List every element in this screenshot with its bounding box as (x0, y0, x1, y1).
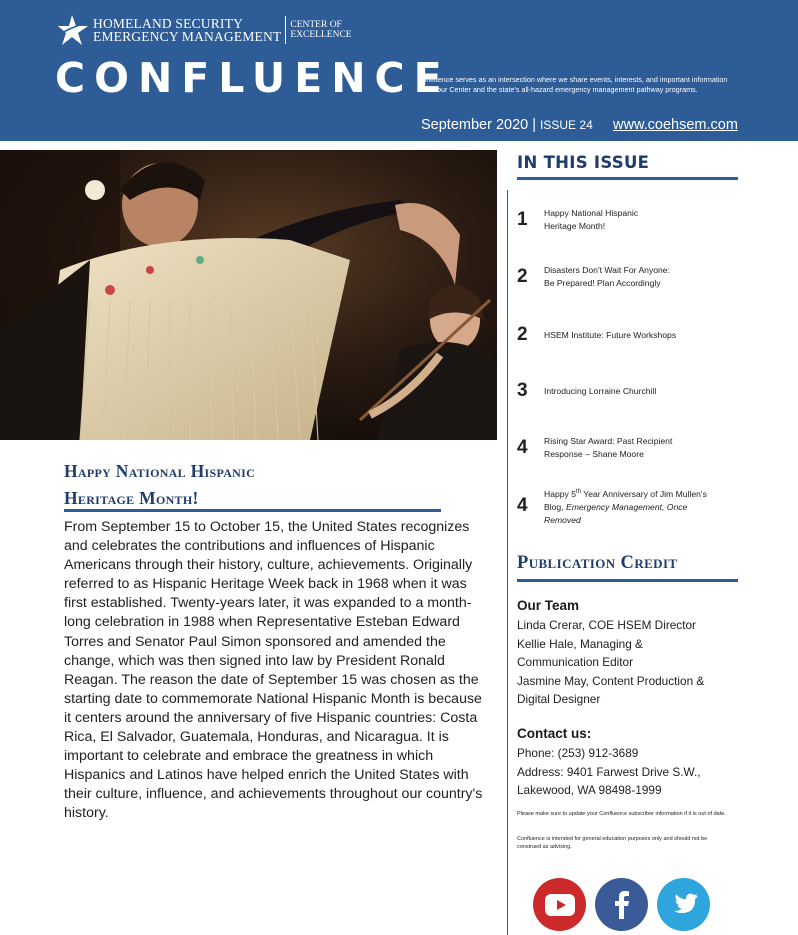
toc-item-label: Introducing Lorraine Churchill (544, 385, 657, 396)
youtube-icon (545, 894, 575, 916)
our-team-heading: Our Team (517, 598, 580, 613)
toc-item[interactable] (517, 380, 738, 402)
article-title-line-2: Heritage Month! (64, 488, 199, 508)
masthead-banner (0, 0, 798, 141)
toc-item-label: Rising Star Award: Past Recipient (544, 436, 673, 446)
article-title (64, 458, 444, 512)
disclaimer-note: Confluence is intended for general education purposes only and should not be construed as advising. (517, 836, 708, 850)
star-icon (58, 14, 90, 46)
toc-page-number: 3 (517, 380, 528, 401)
team-line: Communication Editor (517, 655, 634, 670)
contact-heading: Contact us: (517, 726, 592, 741)
twitter-button[interactable] (657, 878, 710, 931)
issue-date: September 2020 | (421, 117, 541, 133)
toc-item-label: Happy National Hispanic (544, 208, 639, 218)
team-list (517, 616, 704, 709)
toc-item[interactable] (517, 264, 738, 290)
issue-number: ISSUE 24 (540, 118, 593, 132)
publication-credit-underline (517, 579, 738, 582)
contact-address: Address: 9401 Farwest Drive S.W., (517, 764, 701, 779)
toc-item-label: Heritage Month! (544, 221, 606, 231)
toc-item-label: Disasters Don't Wait For Anyone: (544, 265, 670, 275)
org-line-1: HOMELAND SECURITY (93, 16, 244, 31)
newsletter-title: CONFLUENCE (55, 54, 451, 102)
sidebar-divider (507, 190, 508, 935)
youtube-button[interactable] (533, 878, 586, 931)
facebook-icon (614, 891, 630, 919)
logo-divider (285, 16, 286, 44)
tagline: Confluence serves as an intersection where we share events, interests, and important information about our Center and the state's all-hazard emergency management pathway programs. (417, 75, 728, 94)
team-line: Digital Designer (517, 692, 601, 707)
toc-item[interactable] (517, 435, 738, 461)
hsem-logo (58, 14, 352, 46)
subscriber-note: Please make sure to update your Confluence subscriber information if it is out of date. (517, 811, 726, 817)
toc-page-number: 4 (517, 437, 528, 458)
header-spacer (0, 141, 798, 150)
team-line: Jasmine May, Content Production & (517, 673, 705, 688)
contact-address: Lakewood, WA 98498-1999 (517, 783, 662, 798)
toc-item-label: Removed (544, 514, 581, 525)
article-title-line-1: Happy National Hispanic (64, 461, 256, 481)
toc-item-label: Be Prepared! Plan Accordingly (544, 278, 661, 288)
toc-item-label: Response – Shane Moore (544, 449, 644, 459)
contact-details (517, 744, 701, 800)
toc-item-label: HSEM Institute: Future Workshops (544, 329, 677, 340)
in-this-issue-heading: IN THIS ISSUE (517, 153, 650, 172)
flamenco-photo (0, 150, 497, 440)
article-title-underline (64, 509, 441, 512)
toc-page-number: 1 (517, 209, 528, 230)
toc-page-number: 2 (517, 324, 528, 345)
facebook-button[interactable] (595, 878, 648, 931)
team-line: Kellie Hale, Managing & (517, 636, 643, 651)
toc-page-number: 2 (517, 266, 528, 287)
issue-info (421, 117, 593, 133)
twitter-icon (670, 893, 698, 916)
toc-item-label: Happy 5th Year Anniversary of Jim Mullen's (544, 488, 707, 499)
coe-line-1: CENTER OF (290, 20, 342, 30)
article-body: From September 15 to October 15, the United States recognizes and celebrates the contributions and influences of Hispanic Americans through their history, culture, achievements. Originally referred to as Hispanic Heritage Week back in 1968 when it was first established. Twenty-years later, it was expanded to a month-long celebration in 1988 when Representative Esteban Edward Torres and Senator Paul Simon sponsored and amended the change, which was then signed into law by President Ronald Reagan. The reason the date of September 15 was chosen as the starting date to commemorate National Hispanic Month is because it centers around the anniversary of five Hispanic countries: Costa Rica, El Salvador, Guatemala, Honduras, and Nicaragua. It is important to celebrate and embrace the greatness in which Hispanics and Latinos have helped enrich the United States with their culture, influence, and achievements throughout our country's history. (64, 519, 483, 822)
org-line-2: EMERGENCY MANAGEMENT (93, 29, 282, 44)
website-link[interactable]: www.coehsem.com (613, 117, 738, 133)
toc-item[interactable] (517, 207, 738, 233)
coe-line-2: EXCELLENCE (290, 30, 352, 40)
toc-item-label: Blog, Emergency Management, Once (544, 501, 688, 512)
toc-item[interactable] (517, 486, 738, 527)
toc-page-number: 4 (517, 495, 528, 517)
in-this-issue-underline (517, 177, 738, 180)
publication-credit-heading: Publication Credit (517, 553, 678, 573)
contact-phone[interactable]: Phone: (253) 912-3689 (517, 746, 639, 760)
team-line: Linda Crerar, COE HSEM Director (517, 618, 696, 632)
toc-item[interactable] (517, 324, 738, 346)
